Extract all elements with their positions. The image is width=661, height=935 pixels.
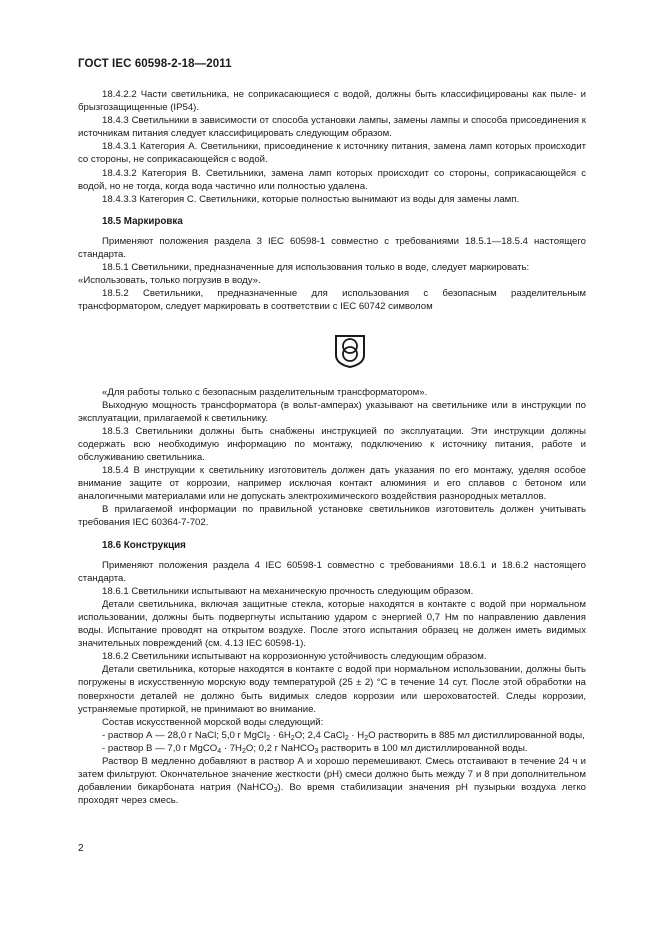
paragraph-18-4-3-2: 18.4.3.2 Категория В. Светильники, замена ламп которых происходит со стороны, соприкасающейся с водой, но не тогда, когда вода частично или полностью удалена. — [78, 167, 586, 192]
paragraph-18-6-1: 18.6.1 Светильники испытывают на механическую прочность следующим образом. — [102, 585, 474, 597]
page-number: 2 — [78, 843, 84, 854]
document-body — [78, 88, 586, 807]
paragraph-18-4-3-3: 18.4.3.3 Категория С. Светильники, которые полностью вынимают из воды для замены ламп. — [102, 193, 520, 205]
paragraph-18-5-3: 18.5.3 Светильники должны быть снабжены инструкцией по эксплуатации. Эти инструкции должны содержать всю необходимую информацию по монтажу, подключению к источнику питания, работе и обслуживанию светильника. — [78, 425, 586, 463]
paragraph-18-4-2-2: 18.4.2.2 Части светильника, не соприкасающиеся с водой, должны быть классифицированы как пыле- и брызгозащищенные (IP54). — [78, 89, 586, 114]
paragraph-impact-test: Детали светильника, включая защитные стекла, которые находятся в контакте с водой при нормальном использовании, должны быть подвергнуты испытанию ударом с энергией 0,7 Нм по направлению давления воды. Испытание проводят на открытом воздухе. После этого испытания образец не должен иметь видимых значительных повреждений (см. 4.13 IEC 60598-1). — [78, 598, 586, 650]
paragraph-18-4-3-1: 18.4.3.1 Категория А. Светильники, присоединение к источнику питания, замена ламп которых происходит со стороны, не соприкасающейся с водой. — [78, 141, 586, 166]
paragraph-seawater-composition: Состав искусственной морской воды следующий: — [102, 716, 324, 728]
formula-solution-b: - раствор В — 7,0 г MgCO$_4$ · $7H_2O$; 0,2 г NaHCO$_3$ растворить в 100 мл дистиллированной воды. — [102, 742, 528, 755]
paragraph-18-5-2: 18.5.2 Светильники, предназначенные для использования с безопасным разделительным трансформатором, следует маркировать в соответствии с IEC 60742 символом — [78, 288, 586, 313]
paragraph-18-4-3: 18.4.3 Светильники в зависимости от способа установки лампы, замены лампы и способа присоединения к источникам питания следует классифицировать следующим образом. — [78, 115, 586, 140]
symbol-area — [78, 314, 586, 386]
formula-solution-a: - раствор А — 28,0 г NaCl; 5,0 г MgCl$_2$ · $6H_2O$; 2,4 CaCl$_2$ · $H_2O$ растворить в 885 мл дистиллированной воды, — [102, 729, 585, 742]
paragraph-installation-info: В прилагаемой информации по правильной установке светильников изготовитель должен учитывать требования IEC 60364-7-702. — [78, 504, 586, 529]
paragraph-18-5-4: 18.5.4 В инструкции к светильнику изготовитель должен дать указания по его монтажу, уделяя особое внимание защите от коррозии, например исключая контакт алюминия и его сплавов с бетоном или аналогичными материалами или не допускать электрохимического воздействия разнородных металлов. — [78, 465, 586, 503]
section-heading-18-5: 18.5 Маркировка — [102, 215, 183, 227]
paragraph-symbol-caption: «Для работы только с безопасным разделительным трансформатором». — [102, 386, 428, 398]
document-header: ГОСТ IEC 60598-2-18—2011 — [78, 58, 232, 70]
paragraph-18-5-1-quote: «Использовать, только погрузив в воду». — [78, 275, 261, 287]
paragraph-corrosion-test: Детали светильника, которые находятся в контакте с водой при нормальном использовании, должны быть погружены в искусственную морскую воду температурой (25 ± 2) °С в течение 14 сут. После этой обработки на поверхности деталей не должно быть видимых следов коррозии или шероховатостей. Следы коррозии, устраняемые протиркой, не принимают во внимание. — [78, 664, 586, 715]
safety-isolating-transformer-icon — [332, 333, 368, 369]
paragraph-18-6-intro: Применяют положения раздела 4 IEC 60598-1 совместно с требованиями 18.6.1 и 18.6.2 настоящего стандарта. — [78, 559, 586, 584]
paragraph-18-5-1: 18.5.1 Светильники, предназначенные для использования только в воде, следует маркировать: — [102, 262, 530, 274]
section-heading-18-6: 18.6 Конструкция — [102, 539, 186, 551]
paragraph-18-6-2: 18.6.2 Светильники испытывают на коррозионную устойчивость следующим образом. — [102, 651, 487, 663]
paragraph-18-5-intro: Применяют положения раздела 3 IEC 60598-1 совместно с требованиями 18.5.1—18.5.4 настоящего стандарта. — [78, 235, 586, 261]
paragraph-output-power: Выходную мощность трансформатора (в вольт-амперах) указывают на светильнике или в инструкции по эксплуатации, прилагаемой к светильнику. — [78, 399, 586, 424]
paragraph-mixing-procedure: Раствор В медленно добавляют в раствор А и хорошо перемешивают. Смесь отстаивают в течение 24 ч и затем фильтруют. Окончательное значение жесткости (pH) смеси должно быть между 7 и 8 при дополнительном добавлении бикарбоната натрия (NaHCO$_3$). Во время стабилизации значения pH пузырьки воздуха легко проходят через смесь. — [78, 756, 586, 807]
